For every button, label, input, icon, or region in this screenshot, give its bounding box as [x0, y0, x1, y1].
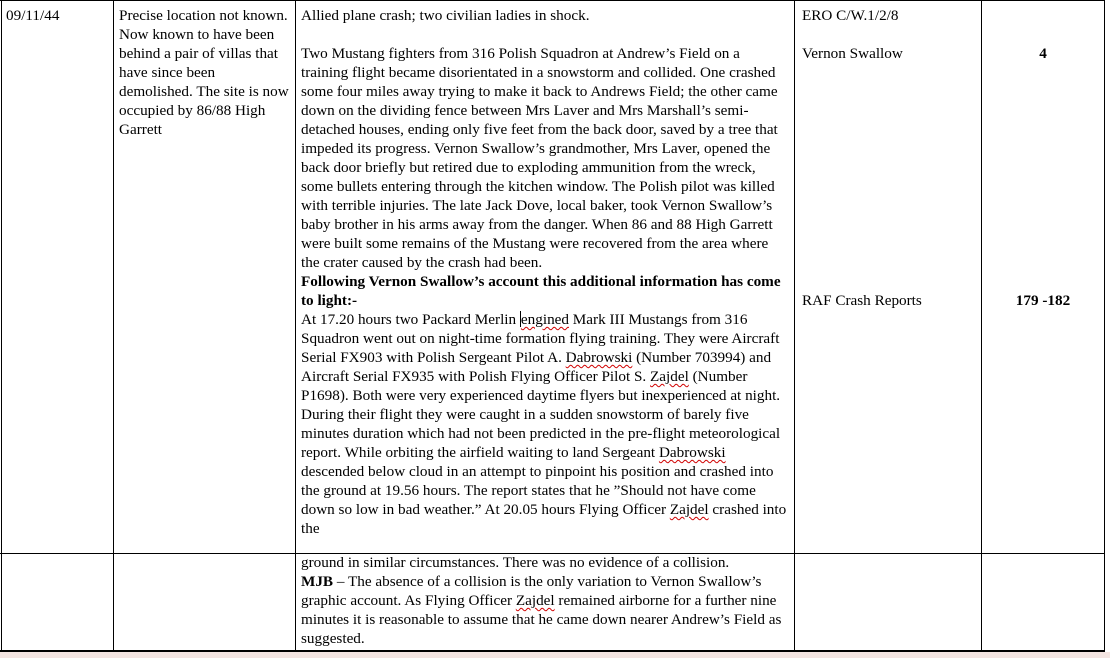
table-border-left [1, 0, 2, 652]
continued-paragraph [301, 553, 790, 648]
row2-segment-a: ground in similar circumstances. There was no evidence of a collision. [301, 554, 730, 571]
spelling-flag-zajdel-3: Zajdel [515, 592, 555, 609]
row2-segment-b: – The absence of a collision is the only variation to Vernon Swallow’s graphic account. As Flying Officer [301, 573, 762, 609]
description-cell-continued [301, 553, 790, 648]
location-cell [119, 6, 289, 139]
table-row-top-border [0, 0, 1105, 1]
reference-text-2: 179 -182 [1015, 292, 1071, 309]
table-border-right [1104, 0, 1105, 652]
source-text-3: RAF Crash Reports [802, 292, 922, 309]
spelling-flag-dabrowski-2: Dabrowski [658, 444, 726, 461]
p2-segment-g: (Number P1698). Both were very experienced daytime flyers but inexperienced at night. During their flight they were caught in a sudden snowstorm of barely five minutes duration which had not been predicted in the pre-flight meteorological report. While orbiting the airfield waiting to land Sergeant [301, 368, 781, 461]
spelling-flag-dabrowski: Dabrowski [565, 349, 633, 366]
description-first-line: Allied plane crash; two civilian ladies in shock. [301, 7, 590, 24]
table-border-col2 [295, 0, 296, 652]
table-border-col1 [113, 0, 114, 652]
p2-segment-k: crashed into the [301, 501, 787, 537]
spelling-flag-engined: engined [520, 311, 569, 328]
source-text-2: Vernon Swallow [802, 45, 903, 62]
date-text: 09/11/44 [6, 7, 60, 24]
description-paragraph-2 [301, 310, 790, 538]
description-cell [301, 6, 790, 538]
mjb-label: MJB [301, 573, 334, 590]
description-heading-2: Following Vernon Swallow’s account this additional information has come to light:- [301, 273, 781, 309]
page-edge-band [0, 652, 1110, 658]
paragraph-spacer [301, 25, 790, 44]
spelling-flag-zajdel: Zajdel [650, 368, 689, 385]
row2-segment-d: remained airborne for a further nine minutes it is reasonable to assume that he came down nearer Andrew’s Field as suggested. [301, 592, 782, 647]
table-border-col4 [981, 0, 982, 652]
p2-segment-c: Mark III Mustangs from 316 Squadron went out on night-time formation flying training. They were Aircraft Serial FX903 with Polish Sergeant Pilot A. [301, 311, 780, 366]
spelling-flag-zajdel-2: Zajdel [669, 501, 709, 518]
date-cell [6, 6, 110, 25]
p2-segment-i: descended below cloud in an attempt to pinpoint his position and crashed into the ground at 19.56 hours. The report states that he ”Should not have come down so low in bad weather.” At 20.05 hours Flying Officer [301, 463, 774, 518]
location-text: Precise location not known. Now known to have been behind a pair of villas that have since been demolished. The site is now occupied by 86/88 High Garrett [119, 7, 289, 138]
reference-text-1: 4 [1039, 45, 1047, 62]
table-border-col3 [794, 0, 795, 652]
description-paragraph-1: Two Mustang fighters from 316 Polish Squadron at Andrew’s Field on a training flight became disorientated in a snowstorm and collided. One crashed some four miles away trying to make it back to Andrews Field; the other came down on the dividing fence between Mrs Laver and Mrs Marshall’s semi-detached houses, ending only five feet from the back door, saved by a tree that impeded its progress. Vernon Swallow’s grandmother, Mrs Laver, opened the back door briefly but retired due to exploding ammunition from the wreck, some bullets entering through the kitchen window. The Polish pilot was killed with terrible injuries. The late Jack Dove, local baker, took Vernon Swallow’s baby brother in his arms away from the danger. When 86 and 88 High Garrett were built some remains of the Mustang were recovered from the area where the crater caused by the crash had been. [301, 45, 778, 271]
p2-segment-a: At 17.20 hours two Packard Merlin [301, 311, 520, 328]
p2-segment-e: (Number 703994) and Aircraft Serial FX935 with Polish Flying Officer Pilot S. [301, 349, 772, 385]
source-text-1: ERO C/W.1/2/8 [802, 7, 899, 24]
